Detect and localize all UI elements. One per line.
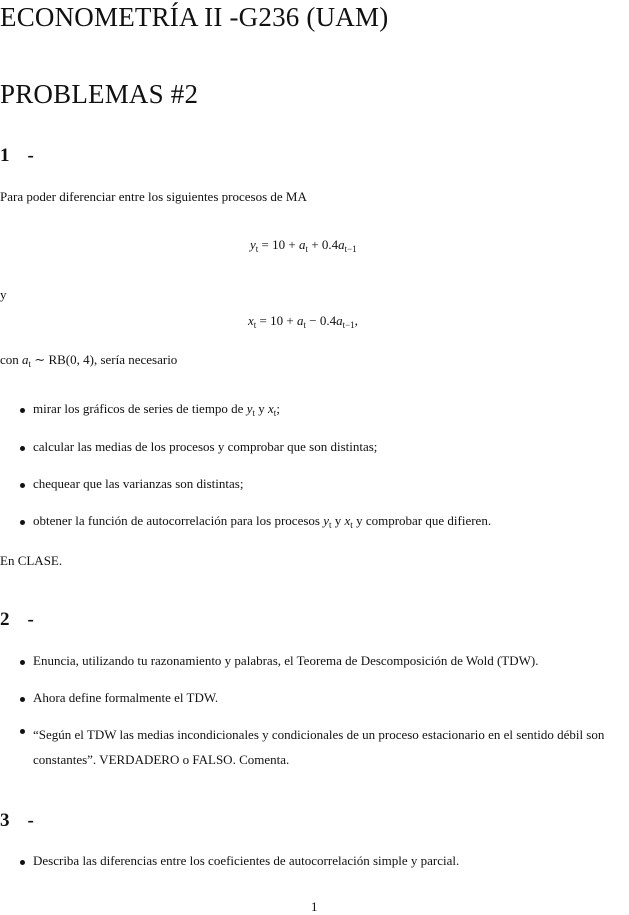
eq-var-sub: t−1 (342, 320, 355, 330)
item-text: y comprobar que difieren. (352, 513, 492, 528)
cond-pre: con (0, 352, 23, 367)
section-number: 1 (0, 145, 10, 166)
eq-part: = 10 + (256, 313, 297, 328)
eq-lhs-sub: t (255, 244, 259, 254)
section-dash: - (27, 609, 34, 630)
section-number: 3 (0, 810, 10, 831)
section-1-intro: Para poder diferenciar entre los siguientes procesos de MA (0, 189, 307, 204)
equation-x (248, 313, 358, 329)
item-text: Describa las diferencias entre los coeficientes de autocorrelación simple y parcial. (33, 853, 460, 868)
eq-var-sub: t (305, 244, 308, 254)
list-item (20, 513, 491, 529)
section-dash: - (27, 810, 34, 831)
item-text: y (331, 513, 345, 528)
cond-var: a (22, 352, 29, 367)
item-text: obtener la función de autocorrelación para los procesos (33, 513, 324, 528)
condition-text (0, 352, 177, 368)
cond-post: ∼ RB(0, 4), sería necesario (31, 352, 178, 367)
section-dash: - (27, 145, 34, 166)
item-var-sub: t (252, 408, 256, 418)
eq-part: − 0.4 (305, 313, 337, 328)
connector-word: y (0, 287, 7, 302)
item-text: mirar los gráficos de series de tiempo de (33, 401, 247, 416)
item-var: y (323, 513, 329, 528)
section-1-closing: En CLASE. (0, 553, 63, 568)
item-text: Ahora define formalmente el TDW. (33, 690, 219, 705)
list-item (20, 853, 459, 869)
item-var: x (268, 401, 274, 416)
eq-var: a (298, 237, 306, 252)
item-text: “Según el TDW las medias incondicionales y condicionales de un proceso estacionario en el sentido débil son constantes”. VERDADERO o FALSO. Comenta. (33, 727, 605, 767)
item-text: ; (276, 401, 280, 416)
item-text: calcular las medias de los procesos y comprobar que son distintas; (33, 439, 378, 454)
eq-tail: , (354, 313, 358, 328)
eq-var-sub: t (303, 320, 306, 330)
document-title: ECONOMETRÍA II -G236 (UAM) (0, 2, 389, 32)
eq-part: + 0.4 (307, 237, 339, 252)
eq-var: a (296, 313, 304, 328)
section-3-heading (0, 810, 34, 832)
eq-var-sub: t−1 (344, 244, 357, 254)
eq-lhs-sub: t (253, 320, 257, 330)
item-text: y (255, 401, 269, 416)
item-var: y (246, 401, 253, 416)
cond-var-sub: t (28, 359, 32, 369)
item-var: x (344, 513, 351, 528)
item-var-sub: t (329, 520, 332, 530)
item-var-sub: t (273, 408, 277, 418)
list-item (20, 690, 218, 706)
item-var-sub: t (350, 520, 353, 530)
list-item (20, 401, 280, 417)
list-item (20, 439, 377, 455)
list-item (20, 653, 538, 669)
section-2-heading (0, 609, 34, 631)
eq-lhs: y (250, 237, 256, 252)
eq-var: a (338, 237, 345, 252)
eq-lhs: x (248, 313, 254, 328)
item-text: chequear que las varianzas son distintas; (33, 476, 244, 491)
page-number: 1 (311, 899, 318, 914)
equation-y (250, 237, 357, 253)
list-item (20, 476, 243, 492)
document-subtitle: PROBLEMAS #2 (0, 79, 199, 109)
eq-var: a (336, 313, 343, 328)
section-1-heading (0, 145, 34, 167)
eq-part: = 10 + (258, 237, 299, 252)
item-text: Enuncia, utilizando tu razonamiento y palabras, el Teorema de Descomposición de Wold (TDW). (33, 653, 539, 668)
section-number: 2 (0, 609, 10, 630)
